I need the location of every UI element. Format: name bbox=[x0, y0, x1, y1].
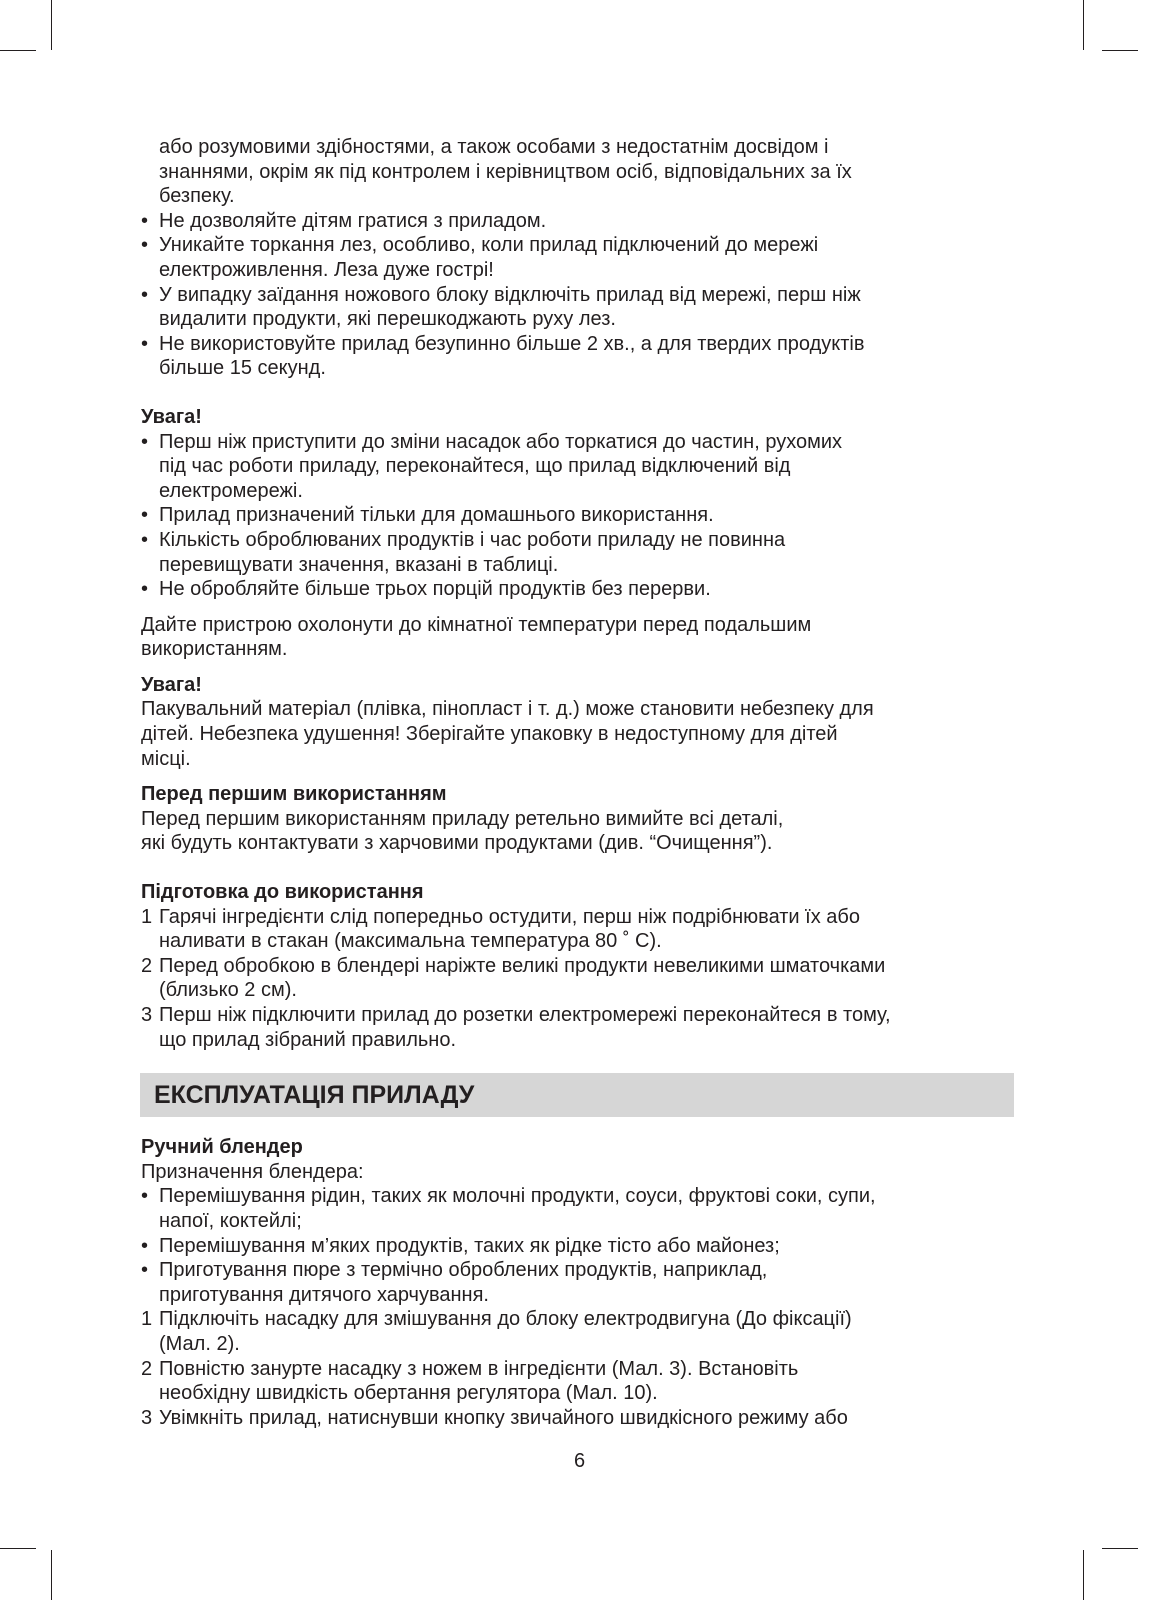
bullet-item bbox=[141, 503, 1013, 528]
hand-blender-heading: Ручний блендер bbox=[141, 1136, 303, 1159]
step-number: 2 bbox=[141, 954, 153, 977]
text-line: що прилад зібраний правильно. bbox=[159, 1028, 457, 1051]
bullet-item bbox=[141, 233, 1013, 282]
first-use-text bbox=[141, 807, 1013, 856]
text-line: видалити продукти, які перешкоджають руху лез. bbox=[159, 308, 616, 331]
text-line: Перемішування м’яких продуктів, таких як рідке тісто або майонез; bbox=[159, 1234, 780, 1257]
text-line: електромережі. bbox=[159, 479, 303, 502]
text-line: Прилад призначений тільки для домашнього використання. bbox=[159, 504, 714, 527]
numbered-step bbox=[141, 1357, 1013, 1406]
bullet-marker: • bbox=[141, 504, 149, 527]
text-line: знаннями, окрім як під контролем і керівництвом осіб, відповідальних за їх bbox=[159, 160, 852, 183]
bullet-marker: • bbox=[141, 430, 149, 453]
text-line: місці. bbox=[141, 747, 191, 770]
text-line: наливати в стакан (максимальна температура 80 ˚ С). bbox=[159, 930, 662, 953]
text-line: безпеку. bbox=[159, 185, 235, 208]
text-line: Уникайте торкання лез, особливо, коли прилад підключений до мережі bbox=[159, 234, 819, 257]
text-line: Пакувальний матеріал (плівка, пінопласт і т. д.) може становити небезпеку для bbox=[141, 698, 874, 721]
bullet-marker: • bbox=[141, 234, 149, 257]
bullet-marker: • bbox=[141, 578, 149, 601]
text-line: Повністю занурте насадку з ножем в інгредієнти (Мал. 3). Встановіть bbox=[159, 1357, 799, 1380]
text-line: приготування дитячого харчування. bbox=[159, 1283, 489, 1306]
intro-continuation bbox=[141, 135, 1013, 209]
step-number: 1 bbox=[141, 905, 153, 928]
text-line: (Мал. 2). bbox=[159, 1332, 240, 1355]
text-line: необхідну швидкість обертання регулятора (Мал. 10). bbox=[159, 1382, 658, 1405]
preparation-heading: Підготовка до використання bbox=[141, 881, 424, 904]
text-line: Перед обробкою в блендері наріжте великі продукти невеликими шматочками bbox=[159, 954, 886, 977]
text-line: Не обробляйте більше трьох порцій продуктів без перерви. bbox=[159, 578, 711, 601]
numbered-step bbox=[141, 1003, 1013, 1052]
text-line: дітей. Небезпека удушення! Зберігайте упаковку в недоступному для дітей bbox=[141, 723, 838, 746]
bullet-marker: • bbox=[141, 1234, 149, 1257]
first-use-heading: Перед першим використанням bbox=[141, 783, 447, 806]
packaging-warning bbox=[141, 697, 1013, 771]
text-line: використанням. bbox=[141, 638, 288, 661]
purpose-line: Призначення блендера: bbox=[141, 1160, 364, 1183]
numbered-step bbox=[141, 905, 1013, 954]
text-line: Не використовуйте прилад безупинно більше 2 хв., а для твердих продуктів bbox=[159, 332, 865, 355]
text-line: Перед першим використанням приладу ретельно вимийте всі деталі, bbox=[141, 807, 784, 830]
text-line: Гарячі інгредієнти слід попередньо остудити, перш ніж подрібнювати їх або bbox=[159, 905, 860, 928]
crop-mark-top-left-v bbox=[51, 0, 52, 50]
crop-mark-top-right-h bbox=[1102, 50, 1138, 51]
step-number: 2 bbox=[141, 1357, 153, 1380]
text-line: більше 15 секунд. bbox=[159, 357, 326, 380]
bullet-item bbox=[141, 528, 1013, 577]
step-number: 3 bbox=[141, 1004, 153, 1026]
cooldown-note bbox=[141, 613, 1013, 662]
text-line: Кількість оброблюваних продуктів і час роботи приладу не повинна bbox=[159, 528, 786, 551]
crop-mark-bottom-left-v bbox=[51, 1550, 52, 1600]
text-line: перевищувати значення, вказані в таблиці. bbox=[159, 553, 559, 576]
bullet-marker: • bbox=[141, 332, 149, 355]
bullet-marker: • bbox=[141, 1185, 149, 1208]
text-line: Не дозволяйте дітям гратися з приладом. bbox=[159, 209, 547, 232]
bullet-marker: • bbox=[141, 528, 149, 551]
bullet-item bbox=[141, 577, 1013, 602]
numbered-step bbox=[141, 1406, 1013, 1431]
numbered-step bbox=[141, 954, 1013, 1003]
bullet-marker: • bbox=[141, 209, 149, 232]
bullet-item bbox=[141, 332, 1013, 381]
bullet-item bbox=[141, 1184, 1013, 1233]
bullet-item bbox=[141, 209, 1013, 234]
text-line: Перш ніж приступити до зміни насадок або торкатися до частин, рухомих bbox=[159, 430, 843, 453]
crop-mark-bottom-right-v bbox=[1083, 1550, 1084, 1600]
text-line: Перемішування рідин, таких як молочні продукти, соуси, фруктові соки, супи, bbox=[159, 1185, 876, 1208]
text-line: електроживлення. Леза дуже гострі! bbox=[159, 258, 494, 281]
text-line: напої, коктейлі; bbox=[159, 1209, 302, 1232]
bullet-item bbox=[141, 283, 1013, 332]
text-line: або розумовими здібностями, а також особами з недостатнім досвідом і bbox=[159, 136, 829, 158]
step-number: 1 bbox=[141, 1308, 153, 1331]
page-number: 6 bbox=[573, 1450, 586, 1472]
text-line: під час роботи приладу, переконайтеся, що прилад відключений від bbox=[159, 455, 791, 478]
text-line: (близько 2 см). bbox=[159, 979, 297, 1002]
text-line: У випадку заїдання ножового блоку відключіть прилад від мережі, перш ніж bbox=[159, 283, 861, 306]
crop-mark-top-right-v bbox=[1083, 0, 1084, 50]
warning-heading: Увага! bbox=[141, 405, 202, 428]
section-title: ЕКСПЛУАТАЦІЯ ПРИЛАДУ bbox=[154, 1081, 475, 1110]
numbered-step bbox=[141, 1307, 1013, 1356]
bullet-item bbox=[141, 430, 1013, 504]
crop-mark-bottom-right-h bbox=[1102, 1548, 1138, 1549]
section-title-bar bbox=[140, 1073, 1014, 1117]
text-line: які будуть контактувати з харчовими продуктами (див. “Очищення”). bbox=[141, 832, 773, 855]
crop-mark-top-left-h bbox=[0, 50, 36, 51]
crop-mark-bottom-left-h bbox=[0, 1548, 36, 1549]
step-number: 3 bbox=[141, 1406, 153, 1429]
text-line: Підключіть насадку для змішування до блоку електродвигуна (До фіксації) bbox=[159, 1308, 852, 1331]
bullet-marker: • bbox=[141, 283, 149, 306]
manual-page bbox=[141, 135, 1013, 1430]
warning-heading: Увага! bbox=[141, 673, 202, 696]
bullet-item bbox=[141, 1234, 1013, 1259]
text-line: Перш ніж підключити прилад до розетки електромережі переконайтеся в тому, bbox=[159, 1004, 891, 1026]
text-line: Дайте пристрою охолонути до кімнатної температури перед подальшим bbox=[141, 613, 812, 636]
bullet-item bbox=[141, 1258, 1013, 1307]
text-line: Увімкніть прилад, натиснувши кнопку звичайного швидкісного режиму або bbox=[159, 1406, 848, 1429]
bullet-marker: • bbox=[141, 1259, 149, 1282]
text-line: Приготування пюре з термічно оброблених продуктів, наприклад, bbox=[159, 1259, 768, 1282]
